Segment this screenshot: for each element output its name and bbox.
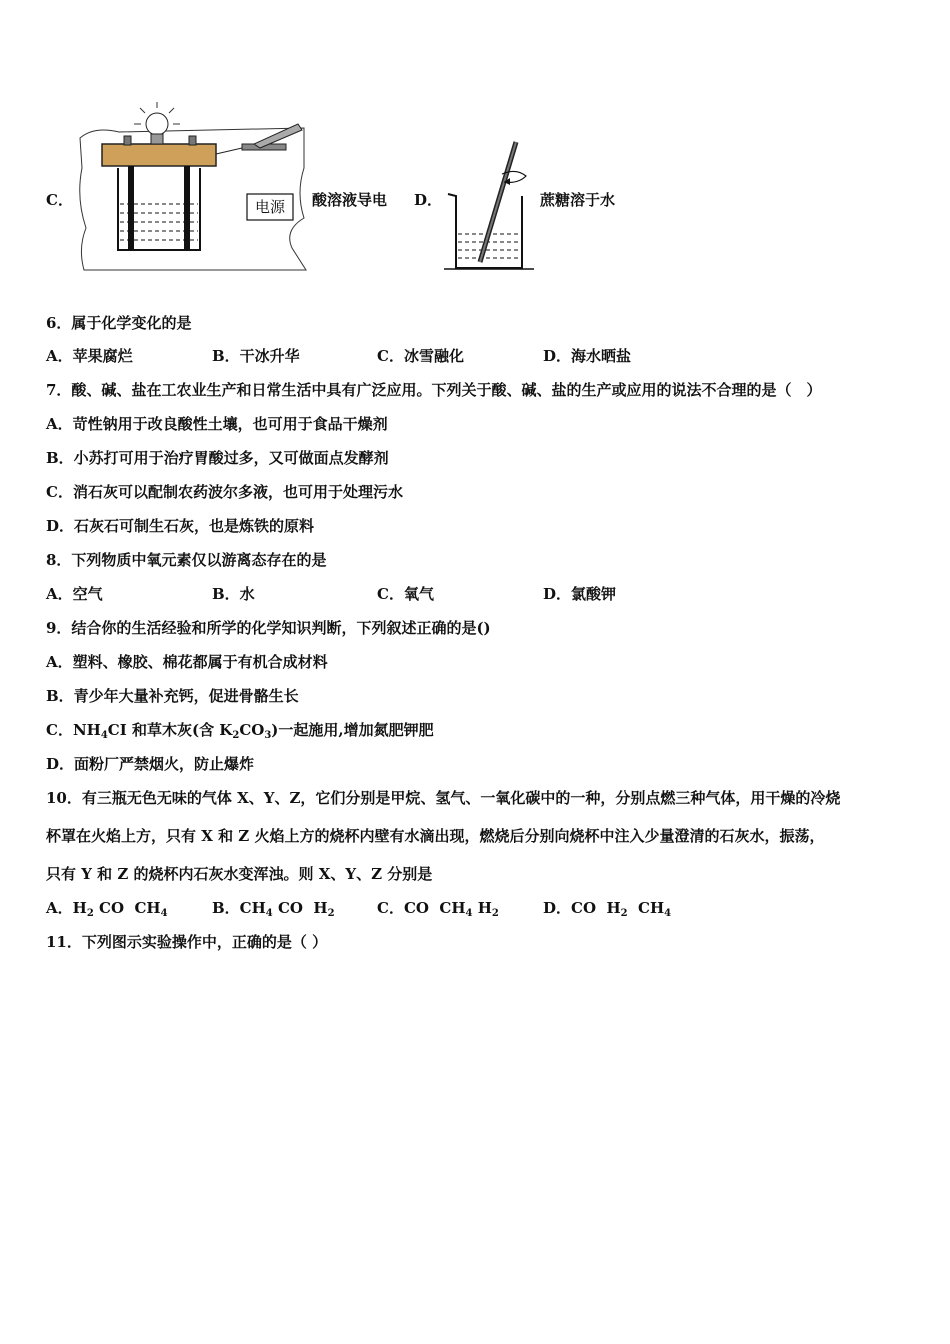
q8-option-c: C．氧气: [377, 585, 434, 603]
question-7-stem: 7．酸、碱、盐在工农业生产和日常生活中具有广泛应用。下列关于酸、碱、盐的生产或应用的说法不合理的是（ ）: [46, 381, 822, 399]
q9-option-d: D．面粉厂严禁烟火，防止爆炸: [46, 755, 255, 773]
q6-option-a: A．苹果腐烂: [46, 347, 133, 365]
q8-option-d: D．氯酸钾: [543, 585, 617, 603]
question-6-stem: 6．属于化学变化的是: [46, 314, 192, 332]
q10-option-a: A．$H_2$ CO $CH_4$: [46, 899, 168, 919]
q10-option-d: D．CO $H_2$ $CH_4$: [543, 899, 672, 919]
sugar-dissolving-diagram: [444, 138, 534, 272]
question-10-line-2: 杯罩在火焰上方，只有 X 和 Z 火焰上方的烧杯内壁有水滴出现，燃烧后分别向烧杯中注入少量澄清的石灰水，振荡，: [46, 827, 825, 845]
q7-option-a: A．苛性钠用于改良酸性土壤，也可用于食品干燥剂: [46, 415, 388, 433]
q7-option-b: B．小苏打可用于治疗胃酸过多，又可做面点发酵剂: [46, 449, 389, 467]
q10-option-b: B．$CH_4$ CO $H_2$: [212, 899, 335, 919]
question-10-line-3: 只有 Y 和 Z 的烧杯内石灰水变浑浊。则 X、Y、Z 分别是: [46, 865, 433, 883]
question-11-stem: 11．下列图示实验操作中，正确的是（ ）: [46, 933, 328, 951]
acid-conductivity-diagram: [74, 98, 310, 274]
power-source-label: 电源: [254, 198, 286, 216]
question-9-stem: 9．结合你的生活经验和所学的化学知识判断，下列叙述正确的是(): [46, 619, 491, 637]
q10-option-c: C．CO $CH_4$ $H_2$: [377, 899, 499, 919]
q8-option-a: A．空气: [46, 585, 103, 603]
q9-option-b: B．青少年大量补充钙，促进骨骼生长: [46, 687, 299, 705]
q8-option-b: B．水: [212, 585, 255, 603]
question-8-stem: 8．下列物质中氧元素仅以游离态存在的是: [46, 551, 327, 569]
q9-option-c: C．$NH_4CI$ 和草木灰(含 $K_2CO_3$)一起施用,增加氮肥钾肥: [46, 721, 434, 741]
option-c-caption: 酸溶液导电: [312, 191, 388, 209]
q7-option-c: C．消石灰可以配制农药波尔多液，也可用于处理污水: [46, 483, 403, 501]
option-c-letter: C．: [46, 191, 73, 209]
q6-option-b: B．干冰升华: [212, 347, 300, 365]
q9-option-a: A．塑料、橡胶、棉花都属于有机合成材料: [46, 653, 328, 671]
q6-option-c: C．冰雪融化: [377, 347, 464, 365]
question-10-line-1: 10．有三瓶无色无味的气体 X、Y、Z，它们分别是甲烷、氢气、一氧化碳中的一种，分别点燃三种气体，用干燥的冷烧: [46, 789, 841, 807]
light-bulb-icon: [134, 102, 180, 144]
q6-option-d: D．海水晒盐: [543, 347, 632, 365]
option-d-letter: D．: [414, 191, 443, 209]
q7-option-d: D．石灰石可制生石灰，也是炼铁的原料: [46, 517, 315, 535]
option-d-caption: 蔗糖溶于水: [540, 191, 616, 209]
